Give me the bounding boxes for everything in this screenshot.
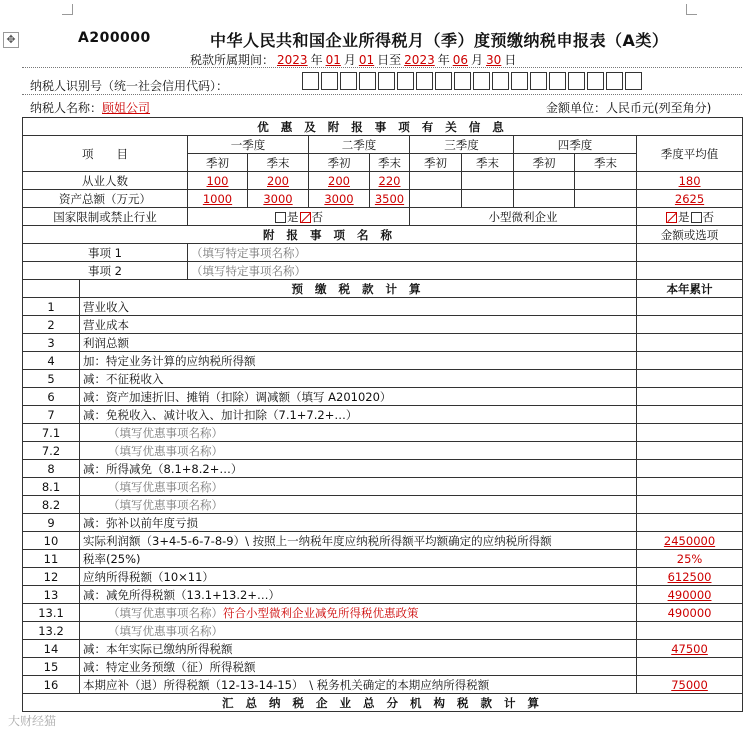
row-value[interactable] <box>637 424 743 442</box>
preferential-section-title: 优 惠 及 附 报 事 项 有 关 信 息 <box>23 118 743 136</box>
calc-row <box>23 478 743 496</box>
row-number: 5 <box>23 370 80 388</box>
row-value[interactable] <box>637 298 743 316</box>
row-value[interactable] <box>637 460 743 478</box>
row-description <box>80 622 637 640</box>
attached-item-value[interactable] <box>637 244 743 262</box>
id-digit-box[interactable] <box>302 72 319 90</box>
id-digit-box[interactable] <box>340 72 357 90</box>
row-value[interactable] <box>637 316 743 334</box>
assets-avg-text: 2625 <box>674 191 705 206</box>
row-description <box>80 334 637 352</box>
employees-value[interactable] <box>410 172 462 190</box>
row-description <box>80 424 637 442</box>
taxpayer-name-row: 纳税人名称：顾姐公司 <box>30 101 151 115</box>
id-digit-box[interactable] <box>397 72 414 90</box>
id-digit-box[interactable] <box>530 72 547 90</box>
annual-total-header: 本年累计 <box>637 280 743 298</box>
calc-row <box>23 550 743 568</box>
assets-value-text: 3000 <box>263 191 293 206</box>
row-value[interactable] <box>637 406 743 424</box>
row-value[interactable] <box>637 658 743 676</box>
employees-value[interactable] <box>462 172 514 190</box>
calc-section-title: 预 缴 税 款 计 算 <box>80 280 637 298</box>
row-value-text: 490000 <box>667 605 712 620</box>
assets-value[interactable] <box>575 190 637 208</box>
row-text: 加：特定业务计算的应纳税所得额 <box>83 353 256 368</box>
row-value[interactable] <box>637 640 743 658</box>
assets-value[interactable] <box>370 190 410 208</box>
row-text: （填写优惠事项名称） <box>108 605 223 620</box>
calc-row <box>23 532 743 550</box>
id-digit-box[interactable] <box>549 72 566 90</box>
assets-value[interactable] <box>248 190 309 208</box>
row-description <box>80 658 637 676</box>
row-number: 6 <box>23 388 80 406</box>
id-digit-box[interactable] <box>492 72 509 90</box>
row-description <box>80 352 637 370</box>
checkbox-checked-icon[interactable] <box>666 212 677 223</box>
row-text: （填写优惠事项名称） <box>108 497 223 512</box>
row-text: 减：减免所得税额（13.1+13.2+…） <box>83 587 280 602</box>
row-value[interactable] <box>637 532 743 550</box>
id-digit-box[interactable] <box>435 72 452 90</box>
row-number: 9 <box>23 514 80 532</box>
id-digit-box[interactable] <box>321 72 338 90</box>
item-header: 项 目 <box>23 136 188 172</box>
row-number: 7 <box>23 406 80 424</box>
taxpayer-id-boxes[interactable] <box>302 72 644 90</box>
row-value[interactable] <box>637 478 743 496</box>
row-text: 应纳所得税额（10×11） <box>83 569 214 584</box>
row-number: 7.1 <box>23 424 80 442</box>
quarter-start-header: 季初 <box>514 154 575 172</box>
row-value[interactable] <box>637 352 743 370</box>
id-digit-box[interactable] <box>454 72 471 90</box>
row-text: 减：资产加速折旧、摊销（扣除）调减额（填写 A201020） <box>83 389 392 404</box>
id-digit-box[interactable] <box>568 72 585 90</box>
row-description <box>80 496 637 514</box>
calc-row <box>23 658 743 676</box>
row-number: 7.2 <box>23 442 80 460</box>
quarter-start-header: 季初 <box>410 154 462 172</box>
quarter-header: 三季度 <box>410 136 514 154</box>
row-value[interactable] <box>637 334 743 352</box>
row-value-text: 612500 <box>667 569 712 584</box>
row-value[interactable] <box>637 622 743 640</box>
row-value[interactable] <box>637 442 743 460</box>
row-value[interactable] <box>637 496 743 514</box>
row-value-text: 25% <box>676 551 703 566</box>
row-number: 12 <box>23 568 80 586</box>
amount-unit: 金额单位：人民币元(列至角分) <box>546 101 712 115</box>
row-description <box>80 586 637 604</box>
employees-label: 从业人数 <box>23 172 188 190</box>
restricted-industry-label: 国家限制或禁止行业 <box>23 208 188 226</box>
row-text: 营业收入 <box>83 299 129 314</box>
row-text: （填写优惠事项名称） <box>108 623 223 638</box>
row-value[interactable] <box>637 568 743 586</box>
taxpayer-id-label: 纳税人识别号（统一社会信用代码）： <box>30 79 229 93</box>
row-number: 4 <box>23 352 80 370</box>
calc-row <box>23 496 743 514</box>
employees-value[interactable] <box>575 172 637 190</box>
quarter-end-header: 季末 <box>462 154 514 172</box>
attached-item-value[interactable] <box>637 262 743 280</box>
row-number: 15 <box>23 658 80 676</box>
checkbox-icon[interactable] <box>275 212 286 223</box>
summary-section-title: 汇 总 纳 税 企 业 总 分 机 构 税 款 计 算 <box>23 694 743 712</box>
employees-value-text: 100 <box>206 173 229 188</box>
id-digit-box[interactable] <box>606 72 623 90</box>
attached-section-title: 附 报 事 项 名 称 <box>23 226 637 244</box>
small-enterprise-label: 小型微利企业 <box>410 208 637 226</box>
row-text: 本期应补（退）所得税额（12-13-14-15） \ 税务机关确定的本期应纳所得税额 <box>83 677 490 692</box>
row-value-text: 47500 <box>671 641 708 656</box>
employees-value[interactable] <box>514 172 575 190</box>
assets-value-text: 3500 <box>374 191 405 206</box>
row-number: 10 <box>23 532 80 550</box>
quarter-end-header: 季末 <box>575 154 637 172</box>
attached-item-name[interactable]: （填写特定事项名称） <box>188 244 637 262</box>
watermark: 大财经猫 <box>8 714 57 728</box>
row-text: 利润总额 <box>83 335 129 350</box>
calc-row <box>23 604 743 622</box>
row-text: （填写优惠事项名称） <box>108 443 223 458</box>
employees-value[interactable] <box>188 172 248 190</box>
calc-row <box>23 514 743 532</box>
row-value[interactable] <box>637 550 743 568</box>
row-text: 减：本年实际已缴纳所得税额 <box>83 641 233 656</box>
row-text: 减：不征税收入 <box>83 371 164 386</box>
form-code: A200000 <box>78 30 151 46</box>
row-value-text: 490000 <box>667 587 712 602</box>
row-number: 13.2 <box>23 622 80 640</box>
small-enterprise-options[interactable]: 是 否 <box>637 208 743 226</box>
row-number: 8.2 <box>23 496 80 514</box>
assets-value[interactable] <box>410 190 462 208</box>
quarter-header: 一季度 <box>188 136 309 154</box>
calc-row <box>23 568 743 586</box>
quarter-header: 四季度 <box>514 136 637 154</box>
row-description <box>80 478 637 496</box>
employees-value-text: 200 <box>328 173 350 188</box>
divider <box>22 67 742 68</box>
attached-item-label: 事项 2 <box>23 262 188 280</box>
quarter-header: 二季度 <box>309 136 410 154</box>
employees-value[interactable] <box>309 172 370 190</box>
row-number: 8.1 <box>23 478 80 496</box>
assets-value[interactable] <box>462 190 514 208</box>
row-value[interactable] <box>637 370 743 388</box>
row-text: 减：弥补以前年度亏损 <box>83 515 198 530</box>
divider <box>22 94 742 95</box>
row-number: 1 <box>23 298 80 316</box>
row-description <box>80 298 637 316</box>
attached-item-label: 事项 1 <box>23 244 188 262</box>
calc-row <box>23 316 743 334</box>
row-value[interactable] <box>637 604 743 622</box>
employees-value-text: 200 <box>267 173 289 188</box>
calc-row <box>23 424 743 442</box>
row-text: 减：免税收入、减计收入、加计扣除（7.1+7.2+…） <box>83 407 358 422</box>
tax-period: 税款所属期间： 2023 年 01 月 01 日至 2023 年 06 月 30 日 <box>190 53 517 67</box>
checkbox-icon[interactable] <box>691 212 702 223</box>
row-description <box>80 604 637 622</box>
assets-value[interactable] <box>309 190 370 208</box>
row-value[interactable] <box>637 388 743 406</box>
assets-value[interactable] <box>514 190 575 208</box>
row-value[interactable] <box>637 586 743 604</box>
row-number: 14 <box>23 640 80 658</box>
quarter-end-header: 季末 <box>248 154 309 172</box>
row-text: （填写优惠事项名称） <box>108 425 223 440</box>
row-text: （填写优惠事项名称） <box>108 479 223 494</box>
row-description <box>80 388 637 406</box>
id-digit-box[interactable] <box>416 72 433 90</box>
calc-row <box>23 352 743 370</box>
row-description <box>80 370 637 388</box>
row-number: 16 <box>23 676 80 694</box>
calc-row <box>23 334 743 352</box>
quarter-start-header: 季初 <box>188 154 248 172</box>
calc-row <box>23 460 743 478</box>
corner-mark <box>686 4 697 15</box>
row-description <box>80 460 637 478</box>
row-text: 减：所得减免（8.1+8.2+…） <box>83 461 243 476</box>
employees-value-text: 220 <box>378 173 401 188</box>
id-digit-box[interactable] <box>473 72 490 90</box>
quarter-end-header: 季末 <box>370 154 410 172</box>
row-number: 3 <box>23 334 80 352</box>
row-description <box>80 568 637 586</box>
employees-value[interactable] <box>370 172 410 190</box>
row-text: 税率(25%) <box>83 551 141 566</box>
page-title: 中华人民共和国企业所得税月（季）度预缴纳税申报表（A类） <box>210 31 669 50</box>
id-digit-box[interactable] <box>378 72 395 90</box>
row-description <box>80 532 637 550</box>
row-description <box>80 640 637 658</box>
row-value-text: 2450000 <box>663 533 716 548</box>
taxpayer-name[interactable]: 顾姐公司 <box>102 101 151 115</box>
assets-value[interactable] <box>188 190 248 208</box>
row-description <box>80 676 637 694</box>
assets-avg[interactable] <box>637 190 743 208</box>
amount-option-header: 金额或选项 <box>637 226 743 244</box>
avg-header: 季度平均值 <box>637 136 743 172</box>
row-number: 13 <box>23 586 80 604</box>
row-number: 8 <box>23 460 80 478</box>
row-description <box>80 316 637 334</box>
employees-value[interactable] <box>248 172 309 190</box>
quarter-start-header: 季初 <box>309 154 370 172</box>
row-description <box>80 406 637 424</box>
row-number: 2 <box>23 316 80 334</box>
calc-row <box>23 640 743 658</box>
restricted-industry-options[interactable]: 是 否 <box>188 208 410 226</box>
checkbox-checked-icon[interactable] <box>300 212 311 223</box>
calc-row <box>23 388 743 406</box>
assets-label: 资产总额（万元） <box>23 190 188 208</box>
id-digit-box[interactable] <box>625 72 642 90</box>
declaration-table <box>22 117 743 712</box>
row-text: 营业成本 <box>83 317 129 332</box>
calc-row <box>23 442 743 460</box>
employees-avg-text: 180 <box>678 173 701 188</box>
assets-value-text: 1000 <box>202 191 233 206</box>
row-value[interactable] <box>637 514 743 532</box>
row-description <box>80 442 637 460</box>
assets-value-text: 3000 <box>324 191 354 206</box>
calc-row <box>23 298 743 316</box>
row-text: 减：特定业务预缴（征）所得税额 <box>83 659 256 674</box>
id-digit-box[interactable] <box>511 72 528 90</box>
calc-row <box>23 406 743 424</box>
row-number: 13.1 <box>23 604 80 622</box>
calc-row <box>23 676 743 694</box>
table-move-handle-icon[interactable]: ✥ <box>3 32 19 48</box>
attached-item-name[interactable]: （填写特定事项名称） <box>188 262 637 280</box>
calc-row <box>23 370 743 388</box>
calc-row <box>23 586 743 604</box>
id-digit-box[interactable] <box>359 72 376 90</box>
row-note: 符合小型微利企业减免所得税优惠政策 <box>223 605 419 620</box>
row-description <box>80 514 637 532</box>
calc-row <box>23 622 743 640</box>
row-number: 11 <box>23 550 80 568</box>
employees-avg[interactable] <box>637 172 743 190</box>
row-value-text: 75000 <box>671 677 708 692</box>
id-digit-box[interactable] <box>587 72 604 90</box>
corner-mark <box>62 4 73 15</box>
row-value[interactable] <box>637 676 743 694</box>
row-description <box>80 550 637 568</box>
row-text: 实际利润额（3+4-5-6-7-8-9）\ 按照上一纳税年度应纳税所得额平均额确定的应纳税所得额 <box>83 533 552 548</box>
